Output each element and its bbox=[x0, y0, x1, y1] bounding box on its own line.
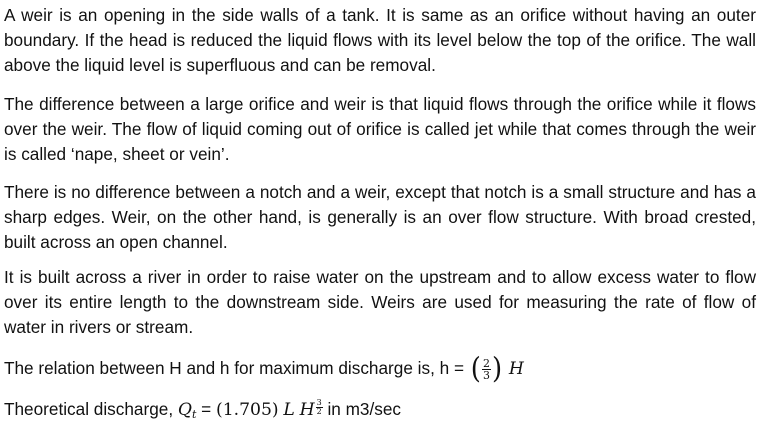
discharge-length: L bbox=[283, 400, 295, 420]
discharge-equals: = bbox=[196, 399, 216, 419]
discharge-exponent bbox=[316, 399, 323, 416]
discharge-subscript: t bbox=[191, 408, 197, 421]
relation-text: The relation between H and h for maximum discharge is, h = bbox=[4, 358, 469, 378]
fraction-denominator: 3 bbox=[482, 368, 490, 382]
discharge-units: in m3/sec bbox=[322, 399, 402, 419]
paragraph-weir-definition: A weir is an opening in the side walls of a tank. It is same as an orifice without having an outer boundary. If the head is reduced the liquid flows with its level below the top of the orifice. The wall above the liquid level is superfluous and can be removal. bbox=[4, 5, 756, 75]
exponent-numerator: 3 bbox=[316, 398, 322, 407]
discharge-text: Theoretical discharge, bbox=[4, 399, 178, 419]
exponent-denominator: 2 bbox=[316, 407, 322, 416]
discharge-coefficient: (1.705) bbox=[215, 400, 279, 420]
paragraph-notch-vs-weir: There is no difference between a notch and a weir, except that notch is a small structure and has a sharp edges. Weir, on the other hand, is generally is an over flow structure. With broad crested, built across an open channel. bbox=[4, 182, 756, 252]
fraction-numerator: 2 bbox=[482, 356, 490, 370]
paragraph-orifice-vs-weir: The difference between a large orifice and weir is that liquid flows through the orifice while it flows over the weir. The flow of liquid coming out of orifice is called jet while that comes through the weir is called ‘nape, sheet or vein’. bbox=[4, 94, 756, 164]
relation-variable: H bbox=[508, 359, 524, 379]
discharge-head: H bbox=[299, 400, 315, 420]
discharge-equation bbox=[4, 397, 756, 427]
relation-equation bbox=[4, 352, 756, 386]
paragraph-weir-usage: It is built across a river in order to raise water on the upstream and to allow excess water to flow over its entire length to the downstream side. Weirs are used for measuring the rate of flow of water in rivers or stream. bbox=[4, 267, 756, 337]
discharge-symbol: Q bbox=[177, 400, 192, 420]
fraction-two-thirds: ( $\frac{2}{3}$ ) bbox=[470, 352, 503, 386]
